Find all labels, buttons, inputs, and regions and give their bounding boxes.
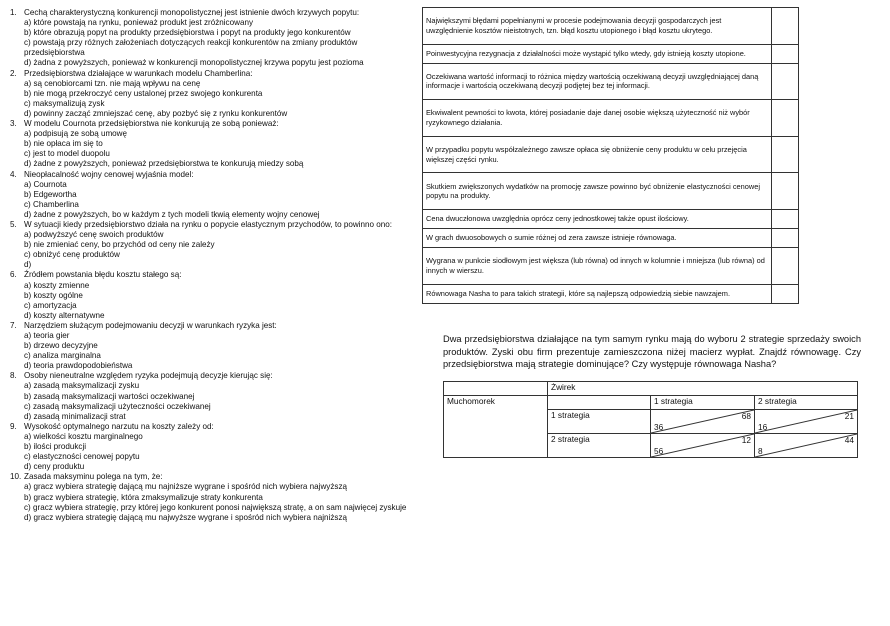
- statement-row: [423, 100, 799, 137]
- question: [10, 472, 435, 522]
- question-stem: [10, 119, 435, 129]
- question-number: 10.: [10, 472, 22, 482]
- answer-option: c) maksymalizują zysk: [24, 98, 105, 108]
- question-stem: [10, 8, 435, 18]
- statement-text: Oczekiwana wartość informacji to różnica między wartością oczekiwaną decyzji uwzględniającej daną informacje i wartością oczekiwaną decyzji podjętej bez tej informacji.: [423, 63, 772, 100]
- question-stem: [10, 170, 435, 180]
- statement-text: Cena dwuczłonowa uwzględnia oprócz ceny jednostkowej także opust ilościowy.: [423, 209, 772, 228]
- answer-option: d) żadne z powyższych, bo w każdym z tych modeli tkwią elementy wojny cenowej: [24, 209, 320, 219]
- statement-text: W przypadku popytu współzależnego zawsze opłaca się obniżenie ceny produktu w celu przejęcia większej części rynku.: [423, 136, 772, 173]
- answer-option: d) powinny zacząć zmniejszać cenę, aby pozbyć się z rynku konkurentów: [24, 108, 288, 118]
- question-number: 2.: [10, 68, 17, 78]
- question-text: Przedsiębiorstwa działające w warunkach modelu Chamberlina:: [24, 68, 253, 78]
- answer-option: b) gracz wybiera strategię, która zmaksymalizuje straty konkurenta: [24, 492, 263, 502]
- col-strategy-2: 2 strategia: [755, 396, 858, 410]
- question-text: Osoby nieneutralne względem ryzyka podejmują decyzje kierując się:: [24, 371, 273, 381]
- answer-option: c) amortyzacja: [24, 300, 77, 310]
- answer-option: c) Chamberlina: [24, 199, 79, 209]
- payoff-row-player: 36: [654, 422, 664, 432]
- statement-row: [423, 136, 799, 173]
- answer-option: b) ilości produkcji: [24, 442, 87, 452]
- statement-text: Równowaga Nasha to para takich strategii, które są najlepszą odpowiedzią siebie nawzajem.: [423, 284, 772, 303]
- statement-row: [423, 229, 799, 248]
- answer-option: c) jest to model duopolu: [24, 149, 110, 159]
- answer-box: [772, 44, 799, 63]
- matrix-corner: [444, 382, 548, 396]
- answer-option: a) wielkości kosztu marginalnego: [24, 431, 143, 441]
- answer-option: d) żadne z powyższych, ponieważ przedsiębiorstwa te konkurują miedzy sobą: [24, 159, 304, 169]
- answer-option: a) teoria gier: [24, 331, 70, 340]
- question-stem: [10, 422, 435, 432]
- payoff-cell: [755, 434, 858, 458]
- answer-option: a) zasadą maksymalizacji zysku: [24, 381, 140, 391]
- answer-option: a) podpisują ze sobą umowę: [24, 129, 128, 139]
- statement-row: [423, 173, 799, 210]
- answer-option: a) które powstają na rynku, ponieważ produkt jest zróżnicowany: [24, 18, 253, 28]
- answer-option: b) nie opłaca im się to: [24, 139, 103, 149]
- question-stem: [10, 371, 435, 381]
- answer-option: d) koszty alternatywne: [24, 310, 105, 320]
- question-stem: [10, 472, 435, 482]
- question-stem: [10, 321, 435, 331]
- answer-option: a) są cenobiorcami tzn. nie mają wpływu na cenę: [24, 78, 201, 88]
- payoff-problem-text: Dwa przedsiębiorstwa działające na tym samym rynku mają do wyboru 2 strategie sprzedaży swoich produktów. Zyski obu firm prezentuje zamieszczona niżej macierz wypłat. Znajdź równowagę. Czy przedsiębiorstwa mają strategie dominujące? Czy występuje równowaga Nasha?: [443, 334, 861, 369]
- answer-box: [772, 209, 799, 228]
- answer-option: a) gracz wybiera strategię dającą mu najniższe wygrane i spośród nich wybiera najwyższą: [24, 482, 347, 492]
- payoff-col-player: 21: [844, 411, 855, 421]
- question-text: Zasada maksyminu polega na tym, że:: [24, 472, 163, 482]
- question-number: 9.: [10, 421, 17, 431]
- answer-box: [772, 63, 799, 100]
- matrix-blank: [548, 396, 651, 410]
- answer-option: d) gracz wybiera strategię dającą mu najwyższe wygrane i spośród nich wybiera najniższą: [24, 512, 347, 522]
- answer-option: b) nie mogą przekroczyć ceny ustalonej przez swojego konkurenta: [24, 88, 263, 98]
- question-stem: [10, 220, 435, 230]
- answer-option: b) koszty ogólne: [24, 290, 83, 300]
- statement-row: [423, 248, 799, 285]
- answer-option: d) teoria prawdopodobieństwa: [24, 361, 133, 371]
- question-number: 3.: [10, 119, 17, 129]
- answer-option: c) powstają przy różnych założeniach dotyczących reakcji konkurentów na zmiany produktów: [24, 38, 358, 48]
- statement-row: [423, 44, 799, 63]
- statement-text: Poinwestycyjna rezygnacja z działalności może wystąpić tylko wtedy, gdy istnieją koszty utopione.: [423, 44, 772, 63]
- answer-option: b) Edgewortha: [24, 189, 77, 199]
- answer-option: d) ceny produktu: [24, 462, 85, 472]
- question-number: 4.: [10, 169, 17, 179]
- answer-option: d) żadna z powyższych, ponieważ w konkurencji monopolistycznej krzywa popytu jest pozioma: [24, 58, 364, 68]
- answer-box: [772, 229, 799, 248]
- question-number: 7.: [10, 320, 17, 330]
- payoff-row-player: 8: [758, 446, 763, 456]
- answer-option: b) drzewo decyzyjne: [24, 341, 98, 351]
- answer-option: przedsiębiorstwa: [24, 48, 85, 58]
- payoff-row-player: 16: [758, 422, 768, 432]
- statement-text: Skutkiem zwiększonych wydatków na promocję zawsze powinno być obniżenie elastyczności cenowej popytu na produkty.: [423, 173, 772, 210]
- answer-option: b) nie zmieniać ceny, bo przychód od ceny nie zależy: [24, 240, 215, 250]
- payoff-cell: [651, 434, 755, 458]
- question-text: Wysokość optymalnego narzutu na koszty zależy od:: [24, 421, 214, 431]
- col-player-name: Żwirek: [548, 382, 858, 396]
- question-text: Cechą charakterystyczną konkurencji monopolistycznej jest istnienie dwóch krzywych popytu:: [24, 8, 360, 17]
- answer-option: c) zasadą maksymalizacji użyteczności oczekiwanej: [24, 401, 211, 411]
- question: [10, 119, 435, 169]
- answer-box: [772, 248, 799, 285]
- question-text: W sytuacji kiedy przedsiębiorstwo działa na rynku o popycie elastycznym przychodów, to powinno ono:: [24, 219, 392, 229]
- question-number: 6.: [10, 270, 17, 280]
- answer-option: b) które obrazują popyt na produkty przedsiębiorstwa i popyt na produkty jego konkurentów: [24, 28, 351, 38]
- question-text: Źródłem powstania błędu kosztu stałego są:: [24, 270, 182, 280]
- row-strategy-1: 1 strategia: [548, 410, 651, 434]
- question-text: W modelu Cournota przedsiębiorstwa nie konkurują ze sobą ponieważ:: [24, 119, 279, 129]
- answer-box: [772, 284, 799, 303]
- statement-text: W grach dwuosobowych o sumie różnej od zera zawsze istnieje równowaga.: [423, 229, 772, 248]
- answer-option: d): [24, 260, 32, 270]
- answer-box: [772, 100, 799, 137]
- payoff-col-player: 12: [741, 435, 751, 445]
- statement-row: [423, 63, 799, 100]
- payoff-matrix: [443, 381, 858, 458]
- statement-row: [423, 8, 799, 45]
- question: [10, 8, 435, 69]
- question: [10, 270, 435, 320]
- answer-option: a) Cournota: [24, 179, 67, 189]
- question-text: Nieopłacalność wojny cenowej wyjaśnia model:: [24, 169, 194, 179]
- true-false-statements-table: [422, 7, 799, 304]
- statement-row: [423, 284, 799, 303]
- answer-box: [772, 173, 799, 210]
- statement-text: Ekwiwalent pewności to kwota, której posiadanie daje danej osobie większą użyteczność niż wybór ryzykownego działania.: [423, 100, 772, 137]
- answer-option: c) elastyczności cenowej popytu: [24, 452, 140, 462]
- statement-text: Wygrana w punkcie siodłowym jest większa (lub równa) od innych w kolumnie i mniejsza (lub równa) od innych w wierszu.: [423, 248, 772, 285]
- answer-option: d) zasadą minimalizacji strat: [24, 411, 126, 421]
- payoff-row-player: 56: [654, 446, 664, 456]
- payoff-col-player: 68: [741, 411, 751, 421]
- statement-text: Największymi błędami popełnianymi w procesie podejmowania decyzji gospodarczych jest uwzględnienie kosztów nieistotnych, tzn. błąd kosztu utopionego i błąd kosztu ukrytego.: [423, 8, 772, 45]
- row-player-name: Muchomorek: [444, 396, 548, 458]
- quiz-questions: [10, 8, 435, 523]
- question: [10, 422, 435, 472]
- question: [10, 170, 435, 220]
- col-strategy-1: 1 strategia: [651, 396, 755, 410]
- answer-box: [772, 136, 799, 173]
- row-strategy-2: 2 strategia: [548, 434, 651, 458]
- question-text: Narzędziem służącym podejmowaniu decyzji w warunkach ryzyka jest:: [24, 320, 277, 330]
- answer-option: c) obniżyć cenę produktów: [24, 250, 120, 260]
- answer-option: a) podwyższyć cenę swoich produktów: [24, 230, 164, 240]
- answer-option: c) analiza marginalna: [24, 351, 101, 361]
- question: [10, 220, 435, 270]
- payoff-cell: [755, 410, 858, 434]
- question-number: 5.: [10, 219, 17, 229]
- statement-row: [423, 209, 799, 228]
- answer-option: b) zasadą maksymalizacji wartości oczekiwanej: [24, 391, 195, 401]
- answer-option: a) koszty zmienne: [24, 280, 90, 290]
- question: [10, 321, 435, 371]
- answer-box: [772, 8, 799, 45]
- payoff-cell: [651, 410, 755, 434]
- payoff-col-player: 44: [844, 435, 855, 445]
- answer-option: c) gracz wybiera strategię, przy której jego konkurent ponosi największą stratę, a on sam najwięcej zyskuje: [24, 502, 407, 512]
- question: [10, 371, 435, 421]
- question-number: 1.: [10, 8, 17, 17]
- question: [10, 69, 435, 119]
- question-stem: [10, 69, 435, 79]
- question-stem: [10, 270, 435, 280]
- question-number: 8.: [10, 371, 17, 381]
